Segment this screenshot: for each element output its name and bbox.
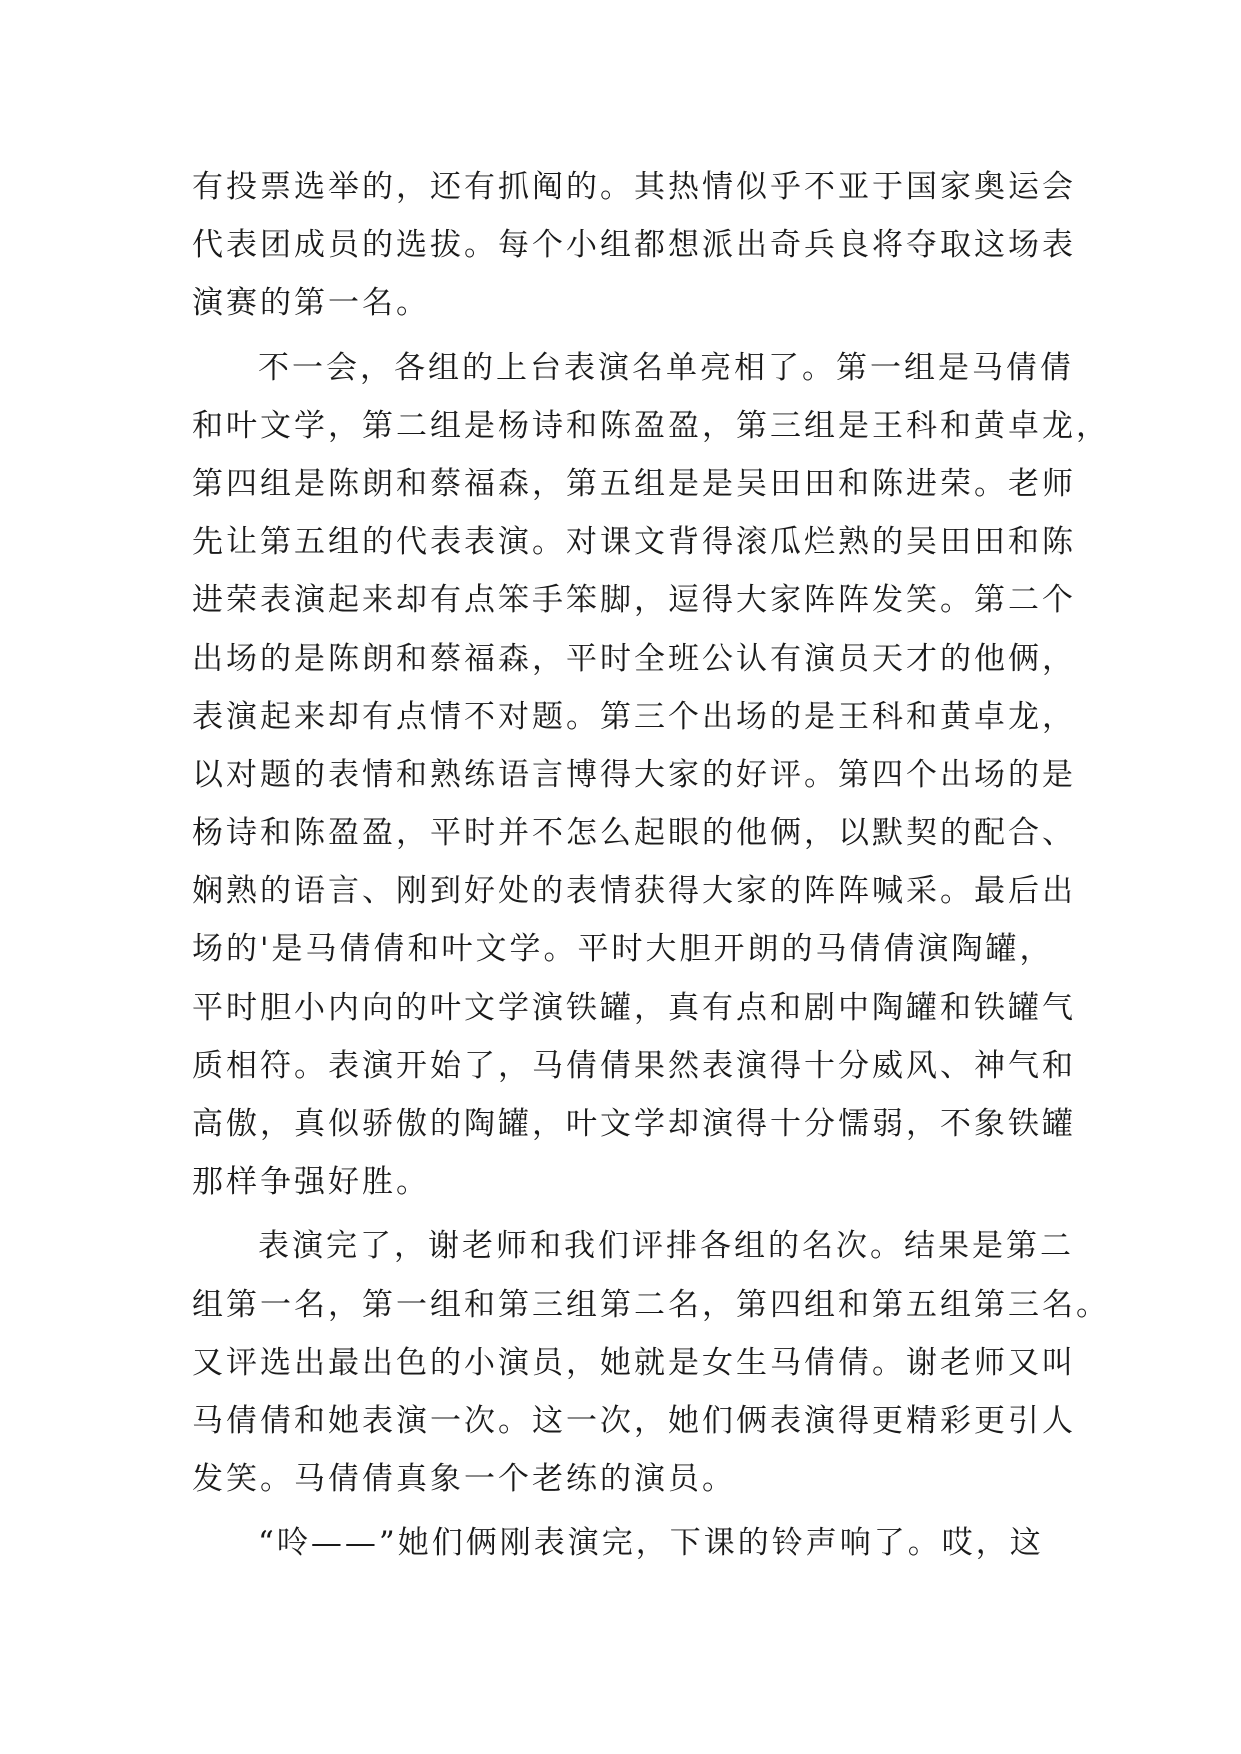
text-line: 杨诗和陈盈盈，平时并不怎么起眼的他俩，以默契的配合、 (192, 815, 1076, 852)
text-line: 进荣表演起来却有点笨手笨脚，逗得大家阵阵发笑。第二个 (192, 582, 1076, 619)
text-line: 场的'是马倩倩和叶文学。平时大胆开朗的马倩倩演陶罐， (192, 931, 1054, 968)
text-line: 那样争强好胜。 (192, 1164, 430, 1201)
text-line: 表演完了，谢老师和我们评排各组的名次。结果是第二 (258, 1228, 1074, 1265)
text-line: 平时胆小内向的叶文学演铁罐，真有点和剧中陶罐和铁罐气 (192, 989, 1076, 1026)
paragraph-4 (192, 1514, 1062, 1572)
article-body (192, 158, 1110, 1573)
text-line: 组第一名，第一组和第三组第二名，第四组和第五组第三名。 (192, 1286, 1110, 1323)
text-line: 以对题的表情和熟练语言博得大家的好评。第四个出场的是 (192, 756, 1076, 793)
text-line: “呤——”她们俩刚表演完，下课的铃声响了。哎，这 (258, 1525, 1044, 1562)
text-line: 第四组是陈朗和蔡福森，第五组是是吴田田和陈进荣。老师 (192, 465, 1076, 502)
text-line: 高傲，真似骄傲的陶罐，叶文学却演得十分懦弱，不象铁罐 (192, 1106, 1076, 1142)
text-line: 又评选出最出色的小演员，她就是女生马倩倩。谢老师又叫 (192, 1344, 1076, 1381)
text-line: 代表团成员的选拔。每个小组都想派出奇兵良将夺取这场表 (192, 227, 1076, 264)
paragraph-2 (192, 339, 1110, 1212)
text-line: 出场的是陈朗和蔡福森，平时全班公认有演员天才的他俩， (192, 640, 1076, 677)
text-line: 演赛的第一名。 (192, 285, 430, 322)
text-line: 和叶文学，第二组是杨诗和陈盈盈，第三组是王科和黄卓龙， (192, 407, 1110, 444)
text-line: 表演起来却有点情不对题。第三个出场的是王科和黄卓龙， (192, 698, 1076, 735)
text-line: 娴熟的语言、刚到好处的表情获得大家的阵阵喊采。最后出 (192, 873, 1076, 910)
text-line: 先让第五组的代表表演。对课文背得滚瓜烂熟的吴田田和陈 (192, 524, 1076, 561)
paragraph-3 (192, 1217, 1110, 1508)
text-line: 质相符。表演开始了，马倩倩果然表演得十分威风、神气和 (192, 1047, 1076, 1084)
text-line: 有投票选举的，还有抓阄的。其热情似乎不亚于国家奥运会 (192, 169, 1076, 205)
text-line: 马倩倩和她表演一次。这一次，她们俩表演得更精彩更引人 (192, 1402, 1076, 1439)
paragraph-1 (192, 158, 1076, 333)
text-line: 发笑。马倩倩真象一个老练的演员。 (192, 1461, 736, 1498)
text-line: 不一会，各组的上台表演名单亮相了。第一组是马倩倩 (258, 349, 1074, 386)
